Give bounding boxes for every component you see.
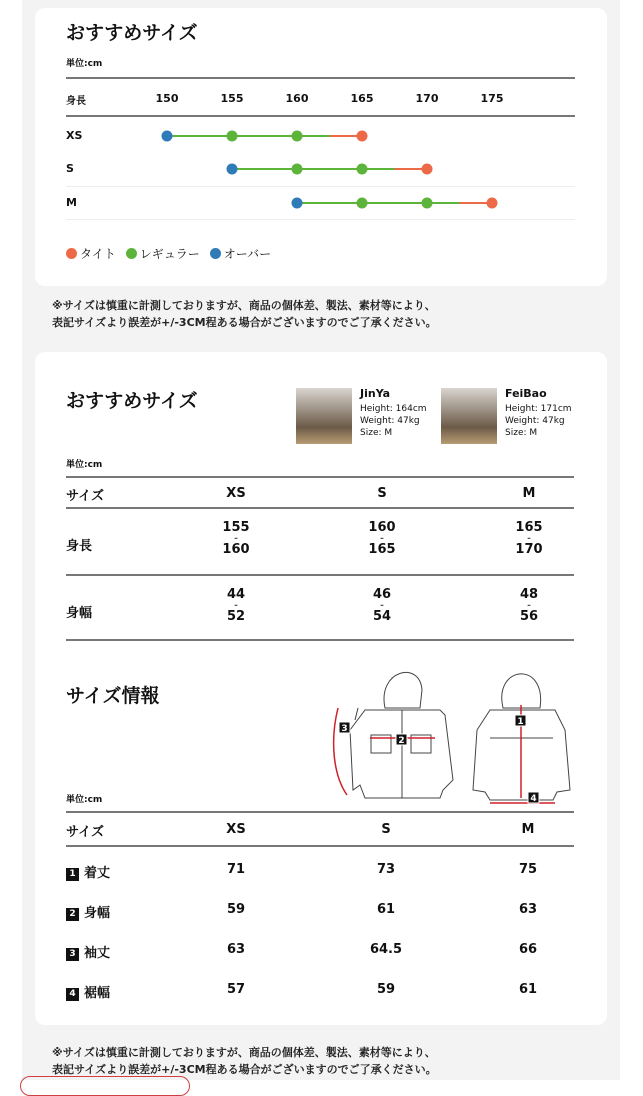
header-xs: XS (226, 486, 246, 501)
legend-dot-icon (66, 248, 77, 259)
table-unit: 単位:cm (66, 460, 103, 470)
range-cell (520, 588, 538, 624)
legend-label: レギュラー (139, 247, 200, 261)
measure-value: 57 (226, 982, 246, 997)
note-line-1: ※サイズは慎重に計測しておりますが、商品の個体差、製法、素材等により、 (52, 299, 436, 312)
over-point (227, 164, 238, 175)
range-min: 165 (515, 520, 543, 535)
header-s: S (377, 486, 387, 501)
model-height: Height: 171cm (505, 404, 572, 414)
info-row-label (66, 982, 110, 1001)
range-max: 170 (515, 542, 543, 557)
range-max: 54 (372, 609, 392, 624)
note-line-2: 表記サイズより誤差が+/-3CM程ある場合がございますのでご了承ください。 (52, 1063, 437, 1076)
measure-value: 73 (376, 862, 396, 877)
measure-value: 63 (518, 902, 538, 917)
legend-over (210, 245, 271, 262)
measure-value: 66 (518, 942, 538, 957)
model-size: Size: M (360, 428, 393, 438)
range-max: 165 (368, 542, 396, 557)
marker-label: 3 (341, 724, 348, 734)
red-outlined-button[interactable] (20, 1076, 190, 1096)
chart-unit: 単位:cm (66, 59, 103, 69)
range-max: 52 (226, 609, 246, 624)
range-min: 48 (519, 587, 539, 602)
legend-tight (66, 245, 116, 262)
over-point (162, 131, 173, 142)
measure-value: 59 (226, 902, 246, 917)
info-header-xs: XS (226, 822, 246, 837)
model-name: FeiBao (505, 387, 547, 400)
measure-value: 63 (226, 942, 246, 957)
recommend-title: おすすめサイズ (66, 390, 198, 412)
marker-label: 1 (517, 717, 524, 727)
axis-label: 身長 (66, 96, 86, 107)
note-line-1: ※サイズは慎重に計測しておりますが、商品の個体差、製法、素材等により、 (52, 1046, 436, 1059)
info-header-m: M (521, 822, 535, 837)
range-cell (222, 521, 249, 557)
model-feibao (441, 388, 572, 444)
size-range-chart (0, 0, 643, 240)
over-point (292, 198, 303, 209)
range-dash: - (380, 601, 384, 611)
divider (66, 845, 574, 847)
x-tick-label: 150 (155, 92, 179, 105)
legend-label: タイト (80, 247, 116, 261)
range-cell (368, 521, 395, 557)
marker-label: 4 (530, 794, 537, 804)
regular-point (227, 131, 238, 142)
x-tick-label: 160 (285, 92, 309, 105)
info-row-label (66, 942, 110, 961)
model-weight: Weight: 47kg (360, 416, 420, 426)
number-badge-icon: 4 (66, 988, 79, 1001)
tight-point (422, 164, 433, 175)
range-min: 155 (222, 520, 250, 535)
model-photo (296, 388, 352, 444)
info-row-label (66, 902, 110, 921)
measure-name: 裾幅 (84, 986, 111, 1001)
divider (66, 507, 574, 509)
measure-value: 64.5 (369, 942, 403, 957)
regular-point (292, 164, 303, 175)
legend-regular (126, 245, 200, 262)
range-cell (373, 588, 391, 624)
row-label: 身長 (66, 539, 93, 554)
model-jinya (296, 388, 427, 444)
x-tick-label: 170 (415, 92, 439, 105)
range-cell (227, 588, 245, 624)
info-header-s: S (381, 822, 391, 837)
number-badge-icon: 3 (66, 948, 79, 961)
range-max: 160 (222, 542, 250, 557)
measure-value: 71 (226, 862, 246, 877)
legend-dot-icon (126, 248, 137, 259)
model-height: Height: 164cm (360, 404, 427, 414)
measure-value: 75 (518, 862, 538, 877)
tight-point (487, 198, 498, 209)
measure-name: 袖丈 (84, 946, 111, 961)
x-tick-label: 165 (350, 92, 374, 105)
divider (66, 811, 574, 813)
size-note (52, 297, 437, 331)
model-photo (441, 388, 497, 444)
info-header-size: サイズ (66, 825, 104, 840)
info-row-label (66, 862, 110, 881)
measure-name: 身幅 (84, 906, 111, 921)
range-min: 46 (372, 587, 392, 602)
range-dash: - (234, 601, 238, 611)
info-unit: 単位:cm (66, 795, 103, 805)
range-cell (515, 521, 542, 557)
number-badge-icon: 1 (66, 868, 79, 881)
model-size: Size: M (505, 428, 538, 438)
range-min: 44 (226, 587, 246, 602)
regular-point (422, 198, 433, 209)
x-tick-label: 175 (480, 92, 504, 105)
header-m: M (522, 486, 536, 501)
measure-name: 着丈 (84, 866, 111, 881)
chart-title: おすすめサイズ (66, 22, 198, 44)
legend-label: オーバー (223, 247, 272, 261)
regular-point (292, 131, 303, 142)
x-tick-label: 155 (220, 92, 244, 105)
range-max: 56 (519, 609, 539, 624)
chart-legend (66, 245, 271, 262)
size-label-xs: XS (66, 129, 83, 142)
model-weight: Weight: 47kg (505, 416, 565, 426)
row-label: 身幅 (66, 606, 93, 621)
size-info-title: サイズ情報 (66, 685, 160, 707)
range-min: 160 (368, 520, 396, 535)
number-badge-icon: 2 (66, 908, 79, 921)
divider (66, 574, 574, 576)
jacket-measurement-diagram (325, 660, 585, 805)
range-dash: - (380, 534, 384, 544)
note-line-2: 表記サイズより誤差が+/-3CM程ある場合がございますのでご了承ください。 (52, 316, 437, 329)
header-size: サイズ (66, 489, 104, 504)
size-note-bottom (52, 1044, 437, 1078)
range-dash: - (234, 534, 238, 544)
divider (66, 476, 574, 478)
legend-dot-icon (210, 248, 221, 259)
model-name: JinYa (360, 387, 391, 400)
regular-point (357, 164, 368, 175)
measure-value: 59 (376, 982, 396, 997)
tight-point (357, 131, 368, 142)
measure-value: 61 (376, 902, 396, 917)
size-label-m: M (66, 196, 77, 209)
marker-label: 2 (398, 736, 405, 746)
divider (66, 639, 574, 641)
range-dash: - (527, 534, 531, 544)
range-dash: - (527, 601, 531, 611)
measure-value: 61 (518, 982, 538, 997)
regular-point (357, 198, 368, 209)
size-label-s: S (66, 162, 74, 175)
